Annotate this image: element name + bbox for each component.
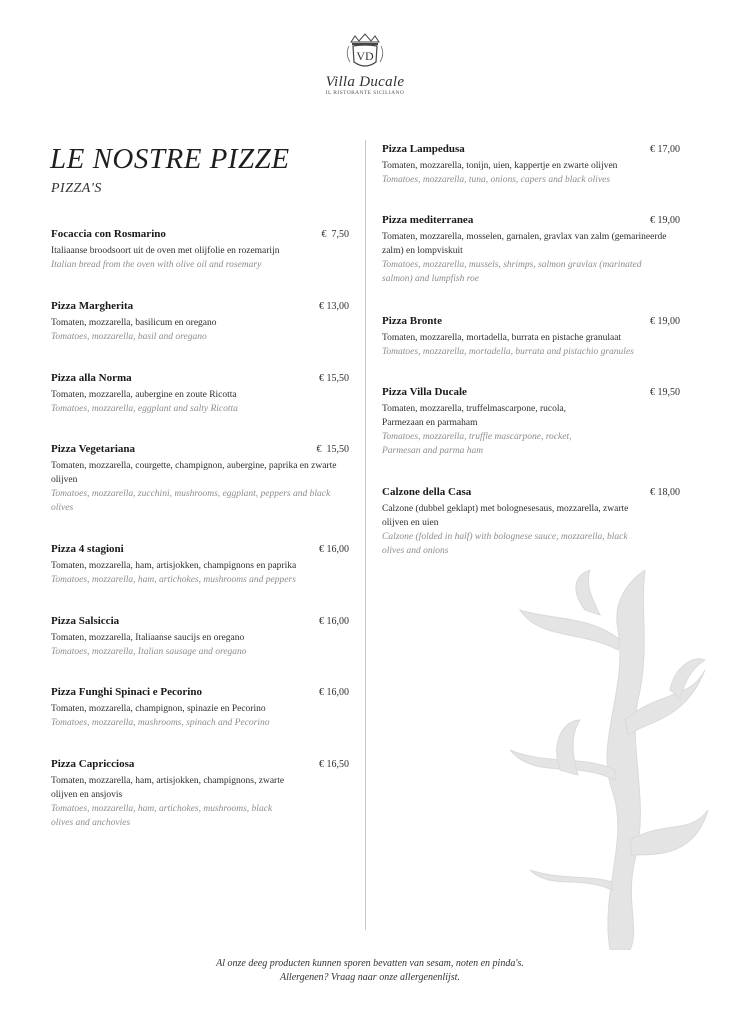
item-description-en: Tomatoes, mozzarella, Italian sausage and oregano xyxy=(51,647,247,657)
menu-item-funghi-spinaci xyxy=(51,686,349,730)
menu-item-villa-ducale xyxy=(382,386,680,458)
menu-item-norma xyxy=(51,372,349,416)
monogram-text: VD xyxy=(356,49,374,63)
item-description-nl: Tomaten, mozzarella, tonijn, uien, kappertje en zwarte olijven xyxy=(382,161,618,171)
restaurant-name: Villa Ducale xyxy=(325,74,405,90)
menu-item-mediterranea xyxy=(382,214,680,286)
item-description-en: Italian bread from the oven with olive oil and rosemary xyxy=(51,260,262,270)
item-description-en: Tomatoes, mozzarella, mussels, shrimps, salmon gravlax (marinated salmon) and lumpfish roe xyxy=(382,260,642,284)
item-name: Calzone della Casa xyxy=(382,486,472,498)
item-description-en: Tomatoes, mozzarella, eggplant and salty Ricotta xyxy=(51,404,238,414)
column-divider xyxy=(365,140,366,930)
item-description-en: Tomatoes, mozzarella, mortadella, burrata and pistachio granules xyxy=(382,347,634,357)
item-price: € 16,00 xyxy=(319,544,349,555)
item-name: Pizza Margherita xyxy=(51,300,134,312)
item-price: € 16,00 xyxy=(319,616,349,627)
item-name: Pizza Lampedusa xyxy=(382,143,465,155)
item-price: € 13,00 xyxy=(319,301,349,312)
item-name: Pizza Vegetariana xyxy=(51,443,136,455)
item-description-nl: Tomaten, mozzarella, basilicum en oregano xyxy=(51,318,217,328)
page-title: LE NOSTRE PIZZE xyxy=(50,143,290,175)
item-name: Pizza Salsiccia xyxy=(51,615,120,627)
allergen-notice xyxy=(150,957,590,985)
item-description-nl: Tomaten, mozzarella, ham, artisjokken, champignons, zwarte olijven en ansjovis xyxy=(51,776,285,800)
item-description-nl: Tomaten, mozzarella, champignon, spinazie en Pecorino xyxy=(51,704,266,714)
menu-item-margherita xyxy=(51,300,349,344)
item-price: € 19,00 xyxy=(650,316,680,327)
item-name: Pizza mediterranea xyxy=(382,214,474,226)
floral-ornament-icon xyxy=(500,570,710,950)
item-description-nl: Tomaten, mozzarella, truffelmascarpone, rucola, Parmezaan en parmaham xyxy=(382,404,567,428)
restaurant-tagline: IL RISTORANTE SICILIANO xyxy=(325,90,405,96)
item-name: Pizza Funghi Spinaci e Pecorino xyxy=(51,686,202,698)
menu-item-lampedusa xyxy=(382,143,680,187)
item-name: Pizza Bronte xyxy=(382,315,442,327)
item-price: € 15,50 xyxy=(316,444,349,455)
item-description-en: Tomatoes, mozzarella, basil and oregano xyxy=(51,332,207,342)
item-price: € 7,50 xyxy=(321,229,349,240)
item-description-en: Tomatoes, mozzarella, mushrooms, spinach and Pecorino xyxy=(51,718,270,728)
item-price: € 16,50 xyxy=(319,759,349,770)
item-description-en: Tomatoes, mozzarella, tuna, onions, capers and black olives xyxy=(382,175,611,185)
item-name: Pizza Capricciosa xyxy=(51,758,135,770)
menu-item-calzone xyxy=(382,486,680,558)
restaurant-logo xyxy=(315,32,415,96)
allergen-notice-line: Allergenen? Vraag naar onze allergenenlijst. xyxy=(280,972,460,983)
menu-item-bronte xyxy=(382,315,680,359)
item-description-en: Tomatoes, mozzarella, zucchini, mushrooms, eggplant, peppers and black olives xyxy=(51,489,331,513)
item-description-en: Calzone (folded in half) with bolognese sauce, mozzarella, black olives and onions xyxy=(382,532,628,556)
page-subtitle: PIZZA'S xyxy=(51,181,102,196)
menu-item-capricciosa xyxy=(51,758,349,830)
item-price: € 18,00 xyxy=(650,487,680,498)
menu-item-vegetariana xyxy=(51,443,349,515)
item-name: Pizza Villa Ducale xyxy=(382,386,467,398)
item-description-nl: Italiaanse broodsoort uit de oven met olijfolie en rozemarijn xyxy=(51,246,280,256)
item-price: € 15,50 xyxy=(319,373,349,384)
item-description-en: Tomatoes, mozzarella, ham, artichokes, mushrooms, black olives and anchovies xyxy=(51,804,273,828)
item-description-nl: Tomaten, mozzarella, Italiaanse saucijs en oregano xyxy=(51,633,245,643)
item-description-nl: Tomaten, mozzarella, mortadella, burrata en pistache granulaat xyxy=(382,333,622,343)
item-price: € 19,00 xyxy=(650,215,680,226)
item-price: € 19,50 xyxy=(650,387,680,398)
item-description-nl: Tomaten, mozzarella, aubergine en zoute Ricotta xyxy=(51,390,237,400)
item-description-nl: Calzone (dubbel geklapt) met bolognesesaus, mozzarella, zwarte olijven en uien xyxy=(382,504,629,528)
item-price: € 16,00 xyxy=(319,687,349,698)
allergen-notice-line: Al onze deeg producten kunnen sporen bevatten van sesam, noten en pinda's. xyxy=(216,958,524,969)
item-description-nl: Tomaten, mozzarella, courgette, champignon, aubergine, paprika en zwarte olijven xyxy=(51,461,337,485)
menu-item-4-stagioni xyxy=(51,543,349,587)
item-description-en: Tomatoes, mozzarella, ham, artichokes, mushrooms and peppers xyxy=(51,575,296,585)
item-description-en: Tomatoes, mozzarella, truffle mascarpone, rocket, Parmesan and parma ham xyxy=(382,432,572,456)
item-name: Focaccia con Rosmarino xyxy=(51,228,166,240)
item-name: Pizza 4 stagioni xyxy=(51,543,124,555)
item-description-nl: Tomaten, mozzarella, mosselen, garnalen, gravlax van zalm (gemarineerde zalm) en lompviskuit xyxy=(382,232,667,256)
item-price: € 17,00 xyxy=(650,144,680,155)
item-description-nl: Tomaten, mozzarella, ham, artisjokken, champignons en paprika xyxy=(51,561,297,571)
crest-icon xyxy=(343,32,387,72)
menu-item-salsiccia xyxy=(51,615,349,659)
item-name: Pizza alla Norma xyxy=(51,372,132,384)
menu-item-focaccia xyxy=(51,228,349,272)
